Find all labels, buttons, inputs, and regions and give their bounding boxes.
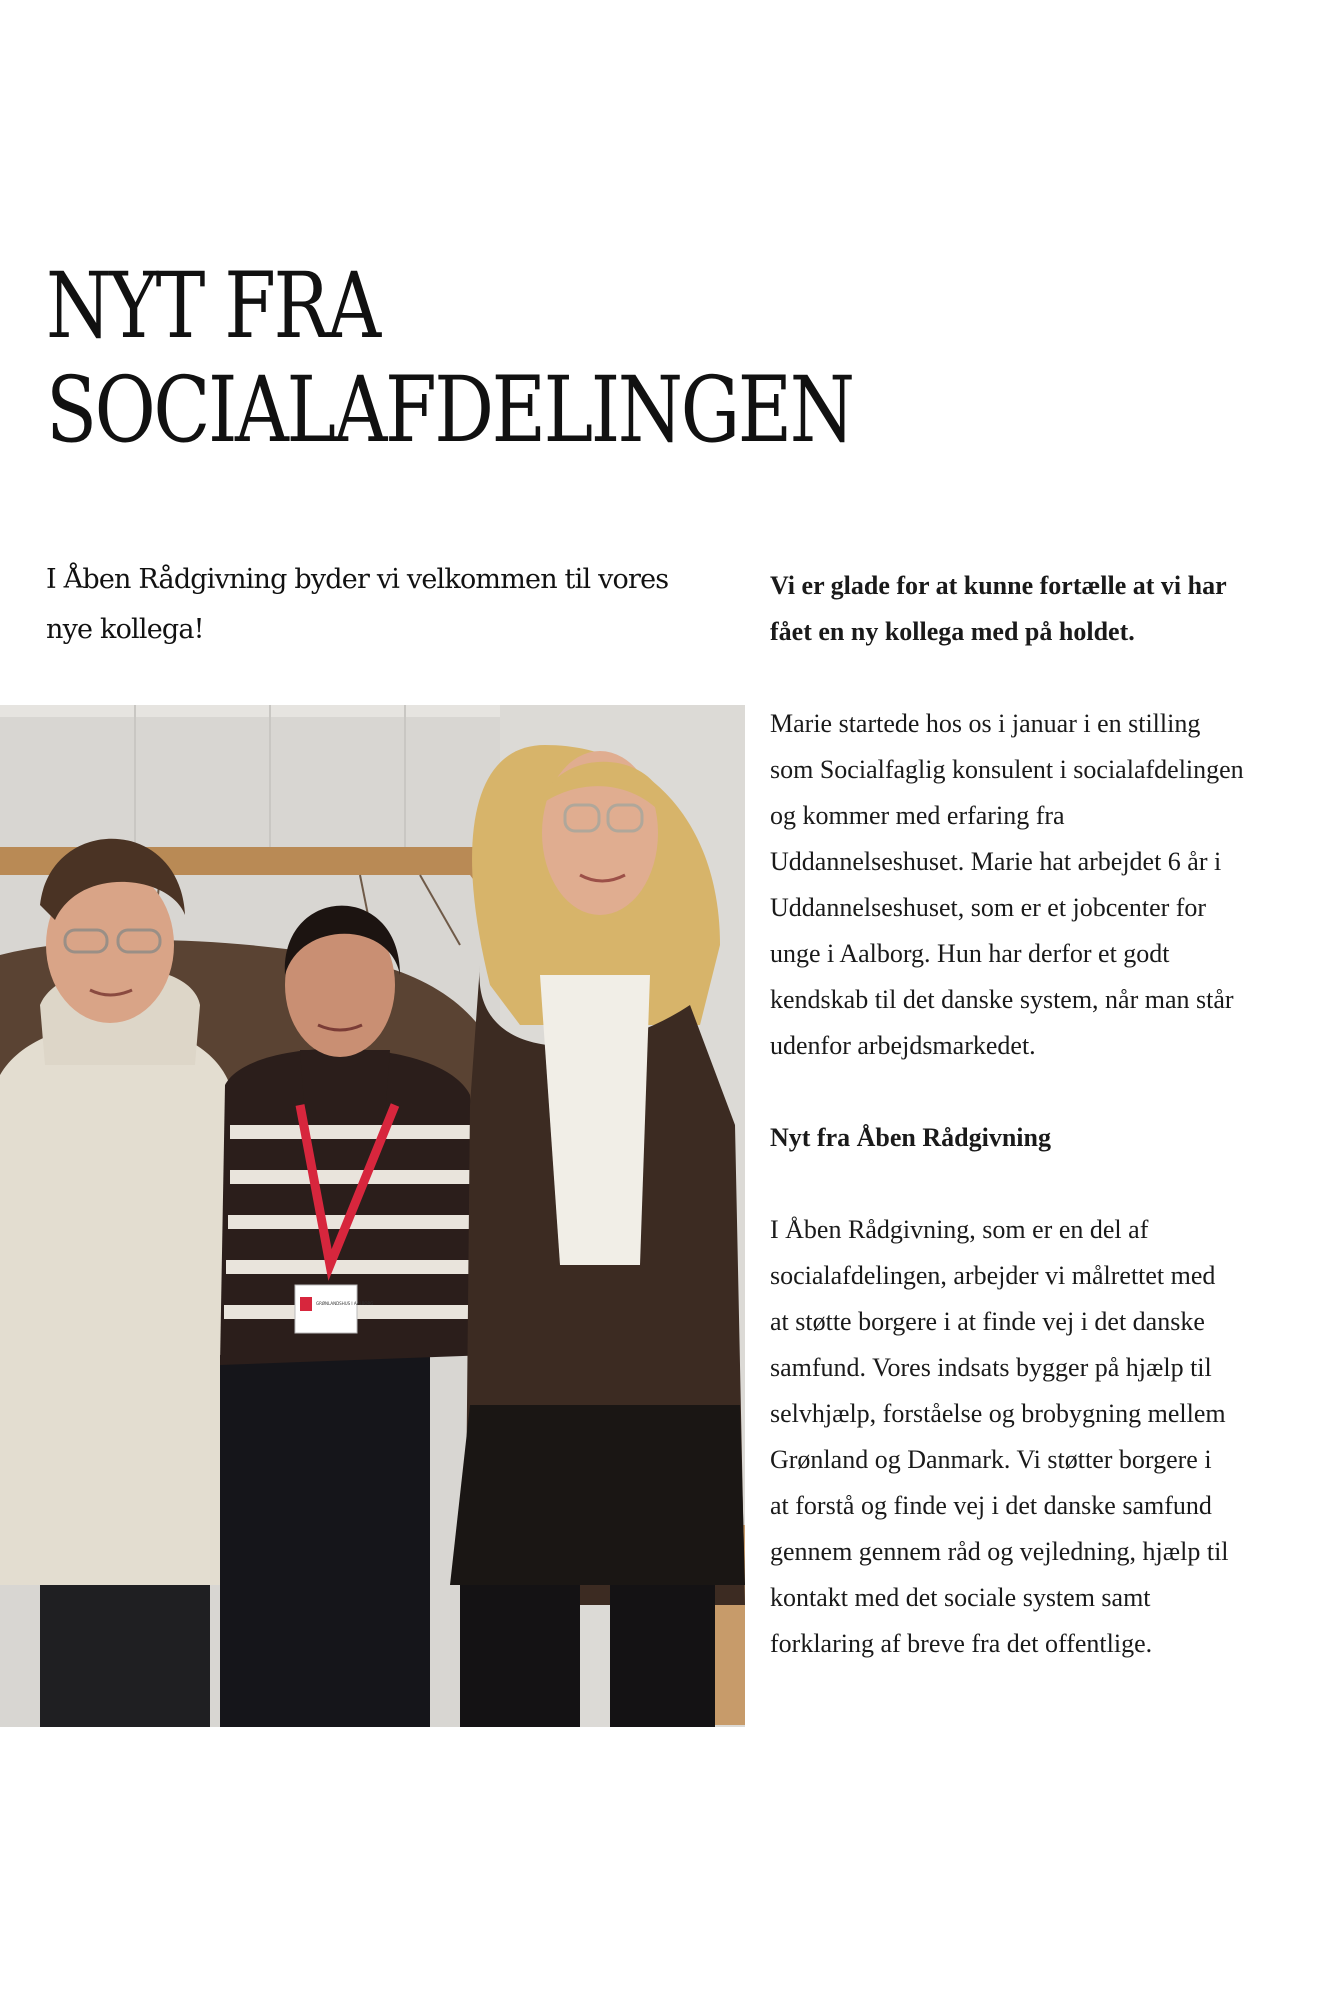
- p1-line: og kommer med erfaring fra: [770, 801, 1065, 830]
- p1-line: Marie startede hos os i januar i en stilling: [770, 709, 1201, 738]
- title-line-1: NYT FRA: [46, 254, 379, 359]
- p2-line: Grønland og Danmark. Vi støtter borgere i: [770, 1445, 1212, 1474]
- p2-line: socialafdelingen, arbejder vi målrettet med: [770, 1261, 1216, 1290]
- p1-line: Uddannelseshuset. Marie hat arbejdet 6 år i: [770, 847, 1222, 876]
- p1-line: udenfor arbejdsmarkedet.: [770, 1031, 1036, 1060]
- article-paragraph-1: [770, 701, 1290, 1069]
- p2-line: at forstå og finde vej i det danske samfund: [770, 1491, 1212, 1520]
- p1-line: unge i Aalborg. Hun har derfor et godt: [770, 939, 1170, 968]
- page-title: [46, 255, 853, 463]
- p2-line: samfund. Vores indsats bygger på hjælp til: [770, 1353, 1212, 1382]
- badge-text: GRØNLANDSHUS I AALBORG: [316, 1301, 374, 1306]
- person-right: [450, 745, 745, 1727]
- p2-line: kontakt med det sociale system samt: [770, 1583, 1151, 1612]
- article-paragraph-2: [770, 1207, 1290, 1667]
- article-lead: [770, 563, 1290, 655]
- intro-text: [46, 555, 686, 655]
- lead-line-1: Vi er glade for at kunne fortælle at vi har: [770, 571, 1227, 600]
- p2-line: I Åben Rådgivning, som er en del af: [770, 1215, 1149, 1244]
- title-line-2: SOCIALAFDELINGEN: [46, 358, 853, 463]
- intro-line-1: I Åben Rådgivning byder vi velkommen til vores: [46, 564, 669, 595]
- p2-line: selvhjælp, forståelse og brobygning mellem: [770, 1399, 1226, 1428]
- lead-line-2: fået en ny kollega med på holdet.: [770, 617, 1135, 646]
- p2-line: gennem gennem råd og vejledning, hjælp til: [770, 1537, 1229, 1566]
- p1-line: Uddannelseshuset, som er et jobcenter for: [770, 893, 1207, 922]
- article-subheading: Nyt fra Åben Rådgivning: [770, 1123, 1051, 1152]
- p2-line: forklaring af breve fra det offentlige.: [770, 1629, 1153, 1658]
- staff-photo: [0, 705, 745, 1727]
- p2-line: at støtte borgere i at finde vej i det danske: [770, 1307, 1205, 1336]
- article-column: [770, 563, 1290, 1667]
- p1-line: som Socialfaglig konsulent i socialafdelingen: [770, 755, 1244, 784]
- intro-line-2: nye kollega!: [46, 614, 204, 645]
- p1-line: kendskab til det danske system, når man står: [770, 985, 1234, 1014]
